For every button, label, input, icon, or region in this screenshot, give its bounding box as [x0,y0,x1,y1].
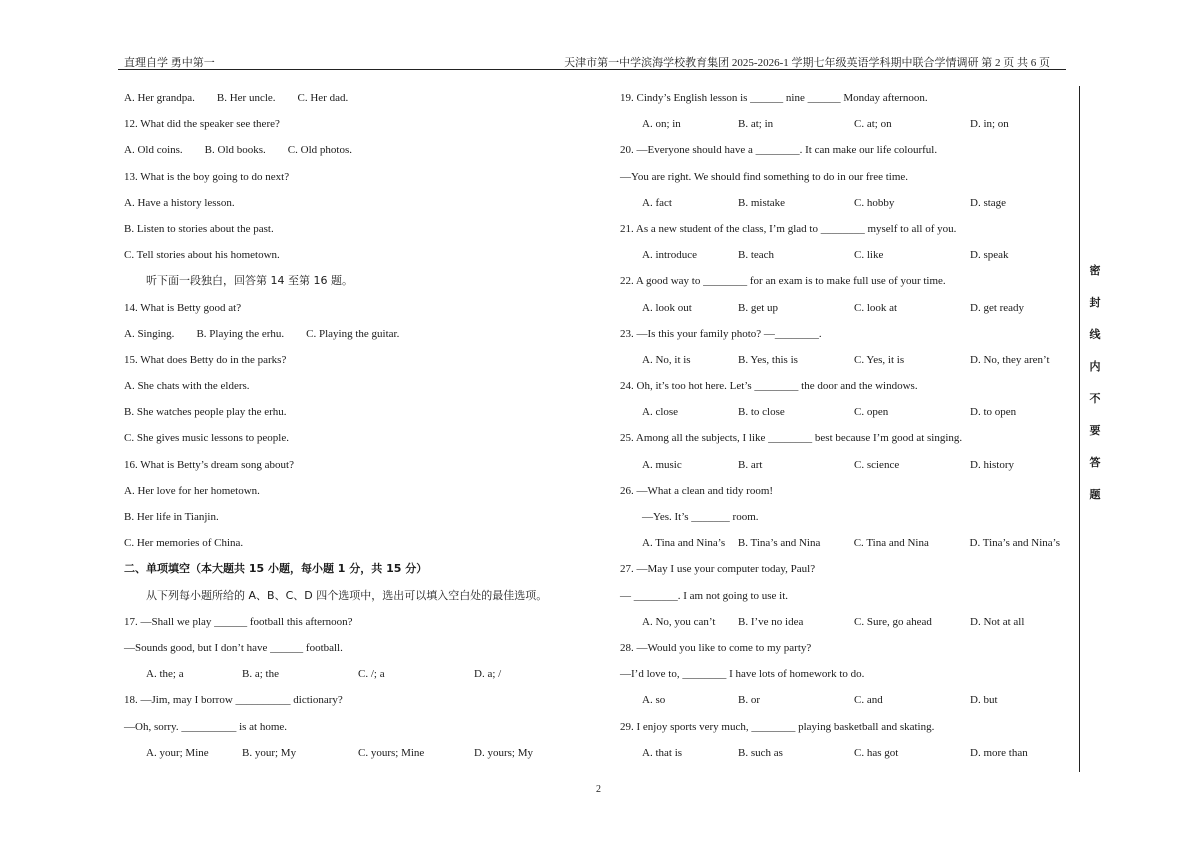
option-c: C. like [854,249,884,262]
option-a: A. Her grandpa. [124,92,195,104]
question-line: —Sounds good, but I don’t have ______ football. [124,641,343,654]
option-b: B. mistake [738,196,786,209]
option-c: C. Old photos. [287,144,352,157]
option-row [124,142,564,168]
option-d: D. a; / [474,668,502,681]
option-a: A. No, you can’t [642,615,716,628]
option-d: D. No, they aren’t [970,353,1050,366]
option-a: A. so [642,694,666,707]
option-row [620,404,1060,430]
question-line: 29. I enjoy sports very much, ________ playing basketball and skating. [620,720,935,733]
seal-char: 封 [1089,296,1101,309]
question-line: 20. —Everyone should have a ________. It can make our life colourful. [620,144,938,157]
option-a: A. close [642,406,679,419]
option-a: A. on; in [642,118,681,131]
option-row [620,614,1060,640]
option-c: C. Sure, go ahead [854,615,932,628]
option-b: B. a; the [242,668,279,681]
option-b: B. Playing the erhu. [196,327,285,340]
option-row [620,692,1060,718]
question-line: 24. Oh, it’s too hot here. Let’s ________ the door and the windows. [620,380,918,393]
option-row [620,535,1060,561]
option-b: B. Old books. [204,144,266,157]
option-c: C. Yes, it is [854,353,905,366]
question-line: 12. What did the speaker see there? [124,118,280,131]
option-b: B. Her uncle. [216,92,276,104]
option-c: C. look at [854,301,898,314]
question-line: 27. —May I use your computer today, Paul? [620,563,816,576]
option-row [620,195,1060,221]
option-c: C. hobby [854,196,895,209]
question-line: 23. —Is this your family photo? —________. [620,327,822,340]
option-b: B. Tina’s and Nina [737,537,821,550]
option-b: B. teach [738,249,775,262]
option-b: B. art [738,458,763,471]
option-b: B. get up [738,301,779,314]
option-a: A. Tina and Nina’s [642,537,726,550]
question-line: A. She chats with the elders. [124,380,250,393]
question-line: 22. A good way to ________ for an exam is to make full use of your time. [620,275,946,288]
option-row [620,457,1060,483]
option-d: D. in; on [970,118,1009,131]
option-a: A. Old coins. [124,144,183,157]
seal-char: 答 [1089,456,1101,469]
seal-text [1087,262,1103,518]
option-b: B. to close [738,406,785,419]
option-a: A. Singing. [124,327,175,340]
option-c: C. /; a [358,668,385,681]
option-b: B. such as [738,746,783,759]
option-c: C. and [854,694,883,707]
option-a: A. look out [642,301,692,314]
option-d: D. more than [970,746,1028,759]
option-d: D. speak [970,249,1009,262]
seal-char: 要 [1089,424,1101,437]
option-a: A. that is [642,746,683,759]
option-c: C. open [854,406,889,419]
question-line: C. Tell stories about his hometown. [124,249,280,262]
question-line: 28. —Would you like to come to my party? [620,641,812,654]
option-b: B. your; My [242,746,297,759]
option-row [620,116,1060,142]
question-line: —You are right. We should find something to do in our free time. [620,170,909,183]
option-c: C. at; on [854,118,892,131]
question-line: A. Her love for her hometown. [124,484,260,497]
option-c: C. Tina and Nina [853,537,929,550]
option-c: C. science [854,458,900,471]
header-divider [118,69,1066,70]
option-b: B. I’ve no idea [738,615,804,628]
right-column [620,90,1060,771]
option-a: A. fact [642,196,672,209]
question-line: 18. —Jim, may I borrow __________ dictionary? [124,694,343,707]
question-line: 15. What does Betty do in the parks? [124,353,287,366]
header-right: 天津市第一中学滨海学校教育集团 2025-2026-1 学期七年级英语学科期中联合学情调研 第 2 页 共 6 页 [564,57,1050,69]
question-line: A. Have a history lesson. [124,196,235,209]
option-d: D. stage [970,196,1007,209]
option-row [124,90,564,116]
question-line: C. Her memories of China. [124,537,244,550]
question-line: 25. Among all the subjects, I like ________ best because I’m good at singing. [620,432,963,445]
instruction-line: 听下面一段独白，回答第 14 至第 16 题。 [146,274,353,288]
seal-char: 内 [1089,360,1101,373]
question-line: 21. As a new student of the class, I’m glad to ________ myself to all of you. [620,222,957,235]
seal-char: 线 [1089,328,1101,341]
question-line: — ________. I am not going to use it. [620,589,789,602]
seal-char: 题 [1089,488,1101,501]
option-a: A. music [642,458,682,471]
seal-char: 密 [1089,264,1101,277]
option-row [620,300,1060,326]
left-column [124,90,564,771]
option-c: C. Her dad. [297,92,349,104]
question-line: 26. —What a clean and tidy room! [620,484,774,497]
instruction-line: 从下列每小题所给的 A、B、C、D 四个选项中，选出可以填入空白处的最佳选项。 [146,588,548,602]
question-line: B. Her life in Tianjin. [124,511,219,523]
question-line: —Yes. It’s _______ room. [642,511,759,523]
question-line: —Oh, sorry. __________ is at home. [124,720,288,733]
option-d: D. but [970,694,998,707]
option-row [620,745,1060,771]
seal-char: 不 [1089,392,1101,405]
option-c: C. Playing the guitar. [306,327,400,340]
option-a: A. introduce [642,249,697,262]
option-row [124,666,564,692]
option-d: D. Not at all [970,615,1025,628]
option-row [620,352,1060,378]
page-number: 2 [596,784,601,795]
option-a: A. your; Mine [146,746,209,759]
option-b: B. at; in [738,118,774,131]
question-line: C. She gives music lessons to people. [124,432,289,445]
option-a: A. the; a [146,668,184,681]
option-d: D. to open [970,406,1017,419]
question-line: B. Listen to stories about the past. [124,222,274,235]
option-d: D. Tina’s and Nina’s [969,537,1060,550]
option-c: C. has got [854,746,899,759]
question-line: B. She watches people play the erhu. [124,406,287,419]
question-line: 14. What is Betty good at? [124,301,242,314]
option-b: B. Yes, this is [738,353,798,366]
option-d: D. yours; My [474,746,533,759]
option-row [124,326,564,352]
option-row [124,745,564,771]
seal-line [1079,86,1080,772]
option-a: A. No, it is [642,353,691,366]
question-line: —I’d love to, ________ I have lots of homework to do. [620,668,865,681]
option-b: B. or [738,694,760,707]
option-d: D. get ready [970,301,1025,314]
header-left: 直理自学 勇中第一 [124,57,215,69]
option-d: D. history [970,458,1014,471]
question-line: 19. Cindy’s English lesson is ______ nine ______ Monday afternoon. [620,92,928,104]
question-line: 16. What is Betty’s dream song about? [124,458,294,471]
question-line: 17. —Shall we play ______ football this afternoon? [124,615,353,628]
question-line: 13. What is the boy going to do next? [124,170,290,183]
option-row [620,247,1060,273]
option-c: C. yours; Mine [358,746,425,759]
section-heading: 二、单项填空（本大题共 15 小题，每小题 1 分，共 15 分） [124,562,428,576]
